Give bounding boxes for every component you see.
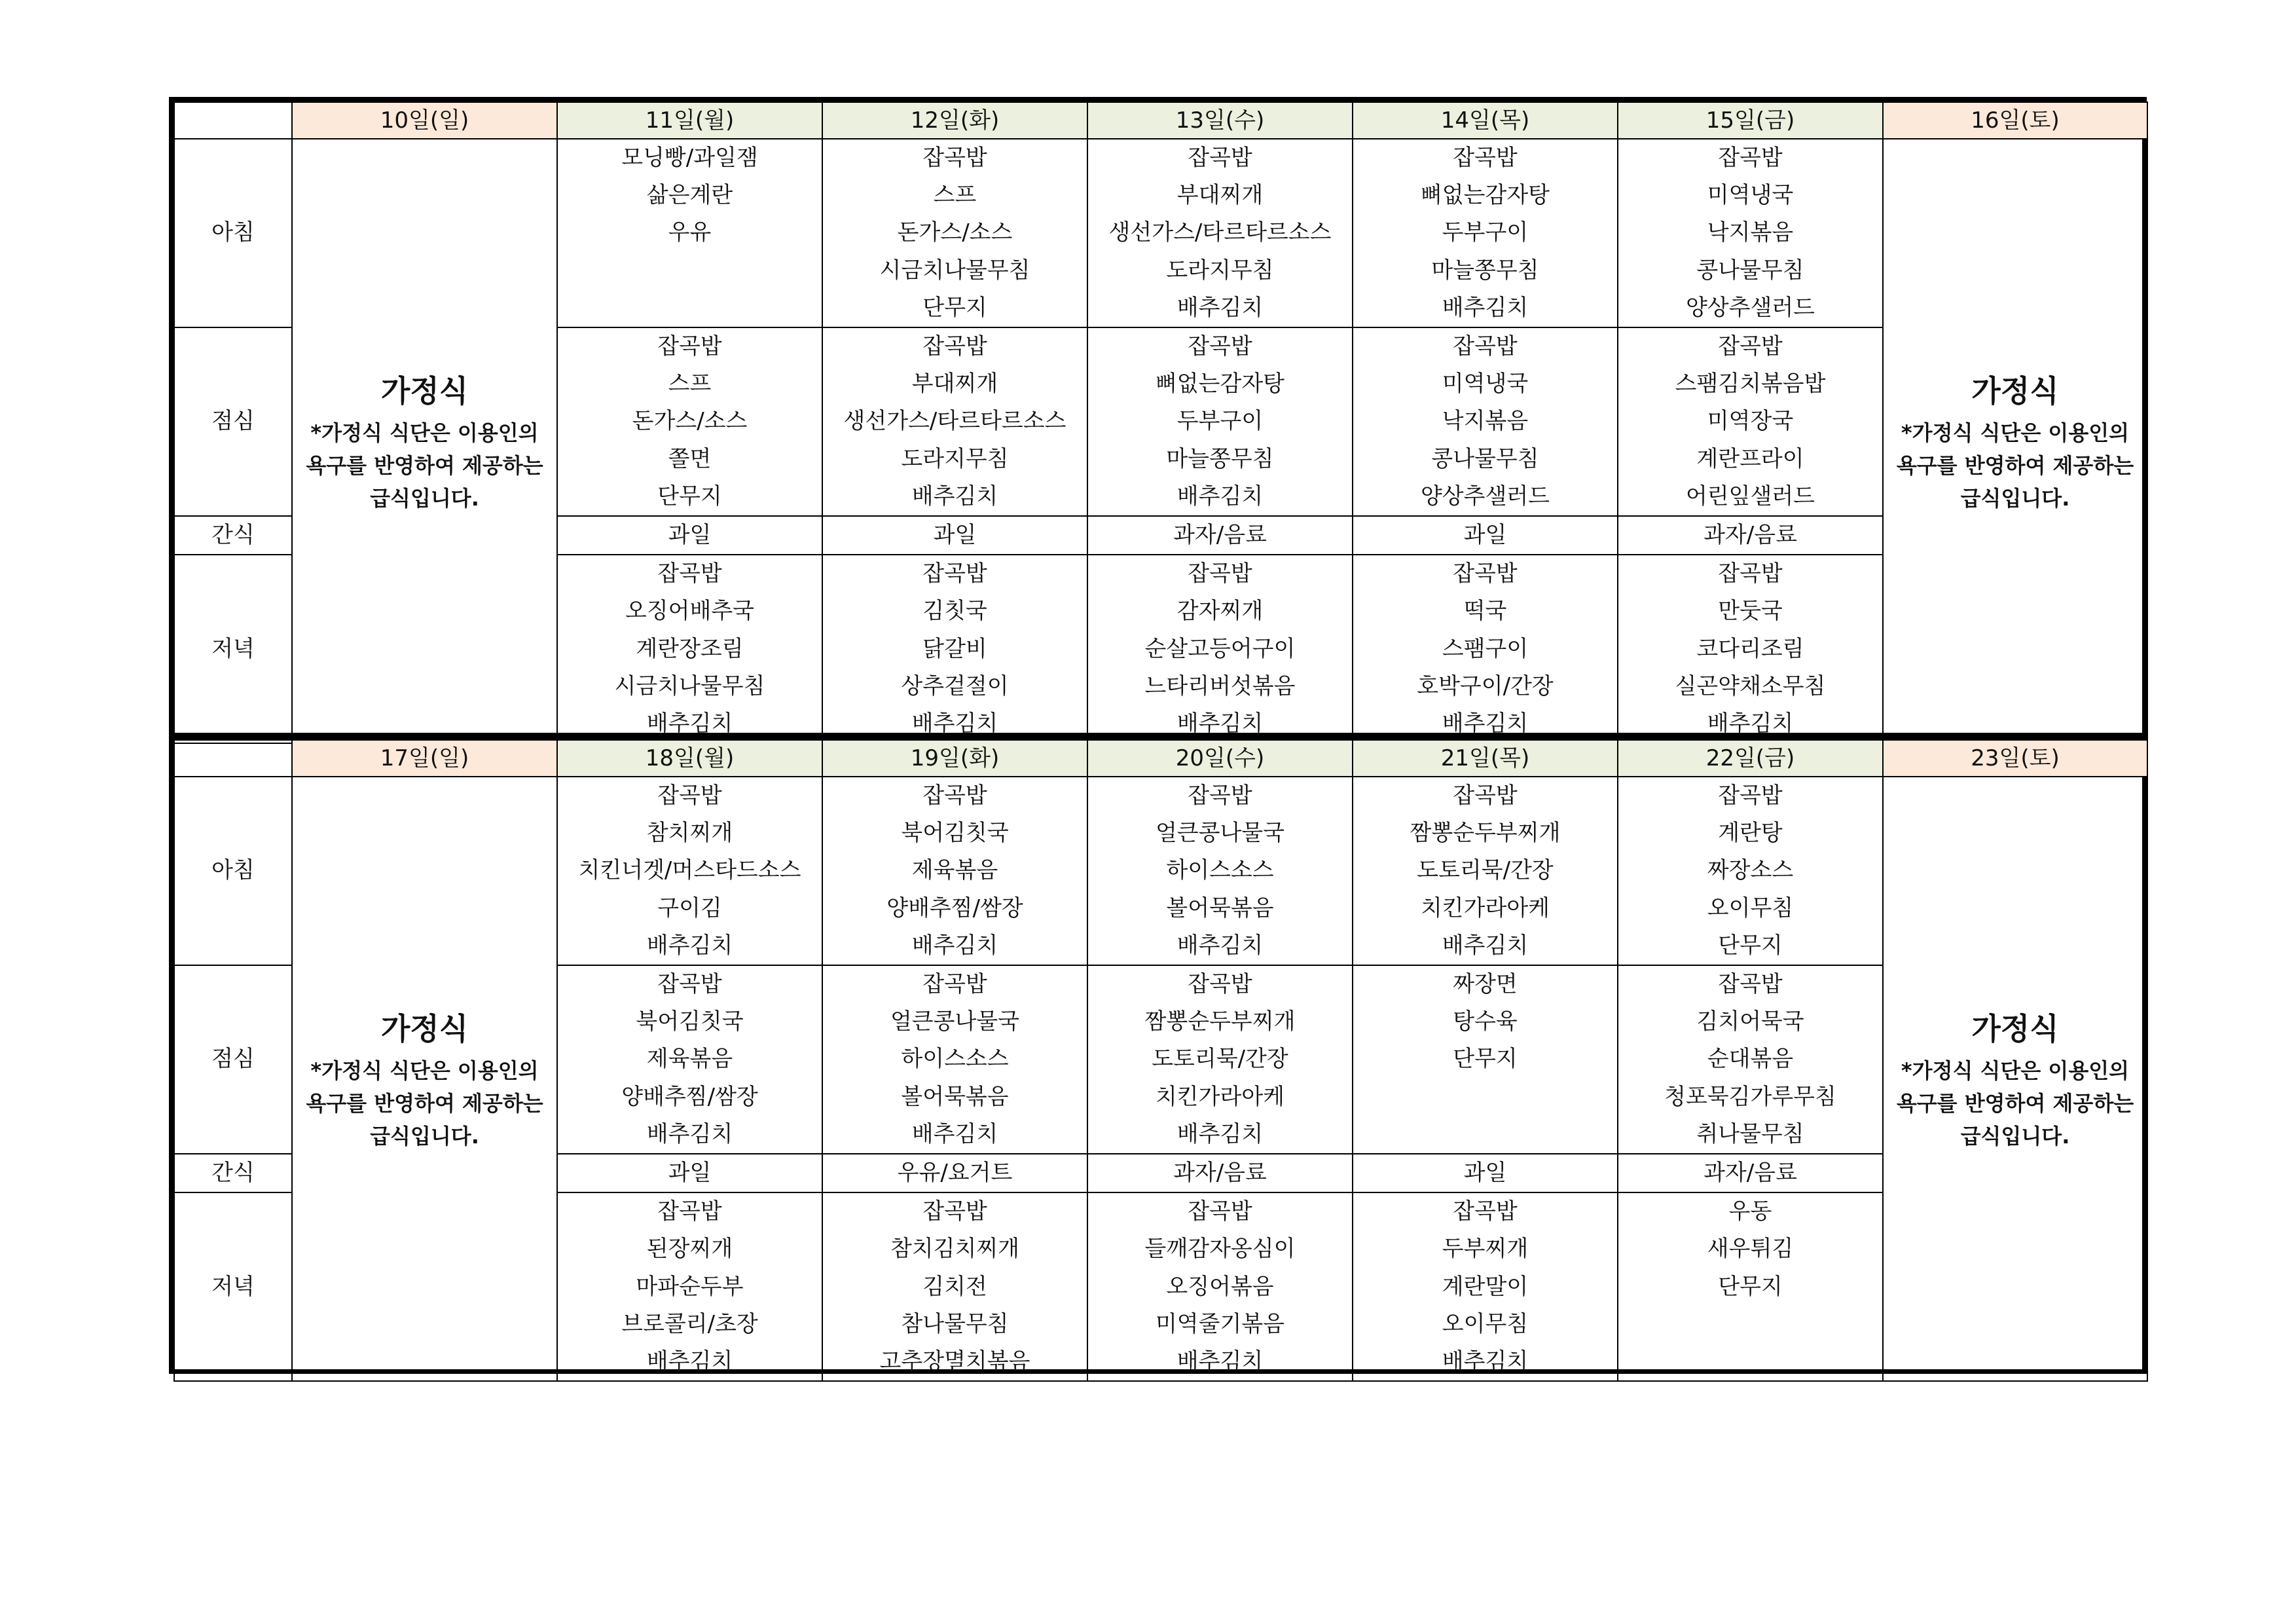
menu-item: 배추김치 (911, 1120, 998, 1147)
menu-cell (822, 555, 1087, 743)
menu-item: 잡곡밥 (922, 783, 987, 809)
meal-label: 저녁 (174, 555, 292, 743)
meal-label: 점심 (174, 327, 292, 516)
menu-item: 과일 (668, 522, 712, 549)
menu-item: 생선가스/타르타르소스 (843, 408, 1066, 435)
menu-item: 김치어묵국 (1696, 1008, 1804, 1035)
corner-cell (174, 740, 292, 777)
menu-item: 잡곡밥 (1188, 1198, 1252, 1225)
menu-cell (557, 139, 822, 327)
week-2-menu-table (169, 735, 2147, 1374)
home-meal-title: 가정식 (1971, 373, 2059, 409)
menu-item: 쫄면 (668, 445, 712, 472)
date-header-cell: 17일(일) (292, 740, 557, 777)
menu-item: 배추김치 (1176, 710, 1264, 737)
meal-label: 간식 (174, 1154, 292, 1192)
menu-item: 계란장조림 (636, 635, 744, 662)
menu-item: 김칫국 (922, 598, 987, 625)
meal-label: 점심 (174, 965, 292, 1154)
menu-item: 떡국 (1463, 598, 1507, 625)
menu-item: 콩나물무침 (1431, 445, 1539, 472)
menu-item: 잡곡밥 (922, 333, 987, 360)
menu-cell (557, 555, 822, 743)
menu-item: 잡곡밥 (1453, 1198, 1518, 1225)
menu-cell (822, 327, 1087, 516)
menu-item: 짜장소스 (1707, 857, 1794, 884)
menu-cell (1087, 777, 1353, 965)
menu-item: 과일 (933, 522, 977, 549)
menu-item: 우동 (1728, 1198, 1772, 1225)
date-header-cell: 20일(수) (1087, 740, 1353, 777)
menu-cell (1353, 555, 1618, 743)
meal-label: 아침 (174, 139, 292, 327)
menu-cell (1618, 327, 1883, 516)
menu-item: 만둣국 (1718, 598, 1783, 625)
menu-item: 고추장멸치볶음 (879, 1348, 1030, 1375)
menu-item: 구이김 (657, 895, 722, 921)
menu-item: 얼큰콩나물국 (890, 1008, 1020, 1035)
menu-item: 배추김치 (1442, 294, 1529, 321)
menu-cell (1618, 516, 1883, 555)
menu-item: 미역냉국 (1442, 371, 1529, 397)
menu-item: 참나물무침 (901, 1310, 1009, 1337)
menu-item: 배추김치 (1442, 932, 1529, 959)
menu-item: 배추김치 (1442, 710, 1529, 737)
menu-item: 낙지볶음 (1442, 408, 1529, 435)
menu-item: 잡곡밥 (922, 1198, 987, 1225)
menu-item: 배추김치 (911, 932, 998, 959)
menu-cell (1087, 1192, 1353, 1381)
menu-item: 잡곡밥 (657, 783, 722, 809)
menu-item: 배추김치 (646, 1348, 733, 1375)
menu-item: 스팸김치볶음밥 (1675, 371, 1826, 397)
menu-item: 마늘쫑무침 (1166, 445, 1274, 472)
menu-item: 과자/음료 (1173, 522, 1267, 549)
menu-item: 들깨감자옹심이 (1144, 1236, 1296, 1263)
menu-item: 제육볶음 (646, 1046, 733, 1073)
menu-cell (1087, 965, 1353, 1154)
menu-item: 얼큰콩나물국 (1155, 820, 1285, 847)
date-header-cell: 16일(토) (1883, 102, 2147, 139)
menu-item: 잡곡밥 (657, 1198, 722, 1225)
date-header-cell: 23일(토) (1883, 740, 2147, 777)
menu-item: 상추겉절이 (901, 673, 1009, 699)
menu-item: 돈가스/소스 (897, 219, 1013, 246)
menu-item: 도토리묵/간장 (1152, 1046, 1288, 1073)
menu-cell (1087, 555, 1353, 743)
home-meal-note: *가정식 식단은 이용인의 욕구를 반영하여 제공하는 급식입니다. (1896, 420, 2134, 511)
menu-item: 순대볶음 (1707, 1046, 1794, 1073)
menu-item: 새우튀김 (1707, 1236, 1794, 1263)
date-header-cell: 11일(월) (557, 102, 822, 139)
menu-item: 잡곡밥 (1453, 561, 1518, 587)
menu-item: 잡곡밥 (922, 971, 987, 998)
home-meal-title: 가정식 (380, 1010, 469, 1046)
menu-item: 잡곡밥 (1188, 971, 1252, 998)
menu-item: 잡곡밥 (657, 561, 722, 587)
menu-cell (557, 1154, 822, 1192)
menu-cell (1087, 516, 1353, 555)
menu-cell (557, 327, 822, 516)
menu-item: 치킨가라아케 (1155, 1083, 1285, 1110)
menu-item: 단무지 (657, 483, 722, 509)
menu-item: 잡곡밥 (1718, 561, 1783, 587)
menu-item: 단무지 (1453, 1046, 1518, 1073)
menu-item: 도라지무침 (901, 445, 1009, 472)
menu-cell (822, 965, 1087, 1154)
menu-item: 부대찌개 (911, 371, 998, 397)
menu-item: 두부구이 (1176, 408, 1264, 435)
menu-item: 배추김치 (646, 932, 733, 959)
menu-item: 호박구이/간장 (1417, 673, 1554, 699)
menu-item: 미역줄기볶음 (1155, 1310, 1285, 1337)
menu-item: 우유 (668, 219, 712, 246)
menu-item: 배추김치 (1442, 1348, 1529, 1375)
menu-cell (1618, 965, 1883, 1154)
menu-cell (1353, 139, 1618, 327)
menu-item: 잡곡밥 (1718, 145, 1783, 171)
menu-cell (1618, 777, 1883, 965)
menu-item: 잡곡밥 (1453, 783, 1518, 809)
menu-item: 시금치나물무침 (879, 257, 1030, 284)
menu-item: 치킨너겟/머스타드소스 (578, 857, 801, 884)
breakfast-row (174, 139, 2147, 327)
home-meal-cell-saturday (1883, 139, 2147, 743)
date-header-cell: 18일(월) (557, 740, 822, 777)
menu-item: 도라지무침 (1166, 257, 1274, 284)
menu-item: 뼈없는감자탕 (1420, 182, 1550, 209)
menu-cell (557, 516, 822, 555)
date-header-cell: 14일(목) (1353, 102, 1618, 139)
menu-item: 계란말이 (1442, 1273, 1529, 1300)
menu-cell (822, 139, 1087, 327)
menu-item: 단무지 (1718, 932, 1783, 959)
menu-item: 배추김치 (1176, 932, 1264, 959)
home-meal-note: *가정식 식단은 이용인의 욕구를 반영하여 제공하는 급식입니다. (306, 420, 543, 511)
menu-item: 단무지 (922, 294, 987, 321)
menu-item: 배추김치 (646, 1120, 733, 1147)
menu-item: 짜장면 (1453, 971, 1518, 998)
meal-label: 간식 (174, 516, 292, 555)
menu-item: 부대찌개 (1176, 182, 1264, 209)
date-header-row (174, 102, 2147, 139)
menu-item: 잡곡밥 (1718, 783, 1783, 809)
menu-item: 잡곡밥 (1718, 333, 1783, 360)
home-meal-cell-sunday (292, 139, 557, 743)
menu-item: 배추김치 (911, 710, 998, 737)
menu-item: 김치전 (922, 1273, 987, 1300)
menu-cell (1353, 327, 1618, 516)
breakfast-row (174, 777, 2147, 965)
menu-cell (822, 1192, 1087, 1381)
menu-item: 과일 (668, 1160, 712, 1187)
menu-item: 실곤약채소무침 (1675, 673, 1826, 699)
menu-item: 잡곡밥 (1453, 333, 1518, 360)
menu-cell (1353, 1154, 1618, 1192)
menu-item: 과자/음료 (1173, 1160, 1267, 1187)
menu-item: 감자찌개 (1176, 598, 1264, 625)
menu-item: 잡곡밥 (1188, 145, 1252, 171)
home-meal-cell-saturday (1883, 777, 2147, 1381)
date-header-cell: 12일(화) (822, 102, 1087, 139)
menu-item: 우유/요거트 (897, 1160, 1013, 1187)
menu-item: 돈가스/소스 (632, 408, 748, 435)
menu-item: 배추김치 (1176, 1348, 1264, 1375)
menu-item: 탕수육 (1453, 1008, 1518, 1035)
menu-item: 오징어볶음 (1166, 1273, 1274, 1300)
menu-cell (822, 1154, 1087, 1192)
menu-item: 모닝빵/과일잼 (621, 145, 758, 171)
menu-item: 삶은계란 (646, 182, 733, 209)
home-meal-note: *가정식 식단은 이용인의 욕구를 반영하여 제공하는 급식입니다. (306, 1058, 543, 1149)
menu-item: 닭갈비 (922, 635, 987, 662)
menu-item: 치킨가라아케 (1420, 895, 1550, 921)
menu-item: 잡곡밥 (1718, 971, 1783, 998)
menu-item: 생선가스/타르타르소스 (1108, 219, 1332, 246)
menu-item: 잡곡밥 (922, 561, 987, 587)
date-header-cell: 19일(화) (822, 740, 1087, 777)
menu-item: 청포묵김가루무침 (1664, 1083, 1836, 1110)
menu-item: 참치찌개 (646, 820, 733, 847)
menu-item: 뼈없는감자탕 (1155, 371, 1285, 397)
home-meal-title: 가정식 (380, 373, 469, 409)
menu-item: 된장찌개 (646, 1236, 733, 1263)
date-header-row (174, 740, 2147, 777)
menu-item: 볼어묵볶음 (1166, 895, 1274, 921)
menu-item: 오이무침 (1707, 895, 1794, 921)
menu-item: 계란탕 (1718, 820, 1783, 847)
menu-item: 과자/음료 (1704, 522, 1797, 549)
menu-item: 느타리버섯볶음 (1144, 673, 1296, 699)
menu-item: 과자/음료 (1704, 1160, 1797, 1187)
date-header-cell: 21일(목) (1353, 740, 1618, 777)
menu-item: 하이스소스 (901, 1046, 1009, 1073)
home-meal-cell-sunday (292, 777, 557, 1381)
menu-item: 잡곡밥 (1188, 333, 1252, 360)
menu-item: 배추김치 (1176, 294, 1264, 321)
menu-item: 배추김치 (1707, 710, 1794, 737)
menu-table (173, 101, 2148, 744)
menu-item: 콩나물무침 (1696, 257, 1804, 284)
date-header-cell: 22일(금) (1618, 740, 1883, 777)
menu-item: 미역장국 (1707, 408, 1794, 435)
menu-item: 배추김치 (1176, 483, 1264, 509)
menu-cell (1618, 139, 1883, 327)
menu-item: 양상추샐러드 (1420, 483, 1550, 509)
meal-label: 아침 (174, 777, 292, 965)
menu-cell (557, 1192, 822, 1381)
menu-item: 미역냉국 (1707, 182, 1794, 209)
menu-cell (1353, 965, 1618, 1154)
menu-item: 스팸구이 (1442, 635, 1529, 662)
menu-item: 단무지 (1718, 1273, 1783, 1300)
menu-item: 취나물무침 (1696, 1120, 1804, 1147)
menu-item: 배추김치 (911, 483, 998, 509)
menu-item: 시금치나물무침 (614, 673, 765, 699)
menu-item: 스프 (933, 182, 977, 209)
menu-cell (1087, 139, 1353, 327)
menu-item: 배추김치 (646, 710, 733, 737)
menu-cell (557, 777, 822, 965)
menu-item: 낙지볶음 (1707, 219, 1794, 246)
menu-cell (1353, 777, 1618, 965)
menu-item: 어린잎샐러드 (1685, 483, 1815, 509)
menu-item: 북어김칫국 (901, 820, 1009, 847)
menu-item: 잡곡밥 (657, 333, 722, 360)
meal-label: 저녁 (174, 1192, 292, 1381)
menu-cell (822, 516, 1087, 555)
date-header-cell: 10일(일) (292, 102, 557, 139)
menu-item: 볼어묵볶음 (901, 1083, 1009, 1110)
menu-item: 잡곡밥 (1453, 145, 1518, 171)
week-1-menu-table (169, 97, 2147, 737)
menu-item: 배추김치 (1176, 1120, 1264, 1147)
menu-item: 제육볶음 (911, 857, 998, 884)
menu-item: 순살고등어구이 (1144, 635, 1296, 662)
date-header-cell: 13일(수) (1087, 102, 1353, 139)
menu-item: 오징어배추국 (625, 598, 755, 625)
menu-item: 양배추찜/쌈장 (886, 895, 1023, 921)
menu-item: 도토리묵/간장 (1417, 857, 1554, 884)
menu-item: 하이스소스 (1166, 857, 1274, 884)
menu-item: 코다리조림 (1696, 635, 1804, 662)
menu-item: 브로콜리/초장 (621, 1310, 758, 1337)
menu-item: 양배추찜/쌈장 (621, 1083, 758, 1110)
menu-item: 참치김치찌개 (890, 1236, 1020, 1263)
home-meal-title: 가정식 (1971, 1010, 2059, 1046)
menu-cell (1618, 1192, 1883, 1381)
home-meal-note: *가정식 식단은 이용인의 욕구를 반영하여 제공하는 급식입니다. (1896, 1058, 2134, 1149)
menu-cell (1353, 1192, 1618, 1381)
date-header-cell: 15일(금) (1618, 102, 1883, 139)
menu-item: 짬뽕순두부찌개 (1410, 820, 1561, 847)
menu-item: 북어김칫국 (636, 1008, 744, 1035)
menu-cell (822, 777, 1087, 965)
menu-cell (1618, 555, 1883, 743)
menu-item: 과일 (1463, 1160, 1507, 1187)
menu-item: 오이무침 (1442, 1310, 1529, 1337)
menu-item: 과일 (1463, 522, 1507, 549)
menu-item: 두부찌개 (1442, 1236, 1529, 1263)
corner-cell (174, 102, 292, 139)
menu-table (173, 739, 2148, 1382)
menu-item: 마파순두부 (636, 1273, 744, 1300)
menu-item: 잡곡밥 (1188, 783, 1252, 809)
menu-cell (557, 965, 822, 1154)
menu-item: 두부구이 (1442, 219, 1529, 246)
menu-item: 짬뽕순두부찌개 (1144, 1008, 1296, 1035)
menu-item: 잡곡밥 (922, 145, 987, 171)
menu-item: 양상추샐러드 (1685, 294, 1815, 321)
menu-item: 잡곡밥 (657, 971, 722, 998)
menu-cell (1353, 516, 1618, 555)
menu-cell (1618, 1154, 1883, 1192)
menu-cell (1087, 1154, 1353, 1192)
menu-item: 잡곡밥 (1188, 561, 1252, 587)
menu-item: 계란프라이 (1696, 445, 1804, 472)
menu-item: 스프 (668, 371, 712, 397)
menu-cell (1087, 327, 1353, 516)
menu-item: 마늘쫑무침 (1431, 257, 1539, 284)
